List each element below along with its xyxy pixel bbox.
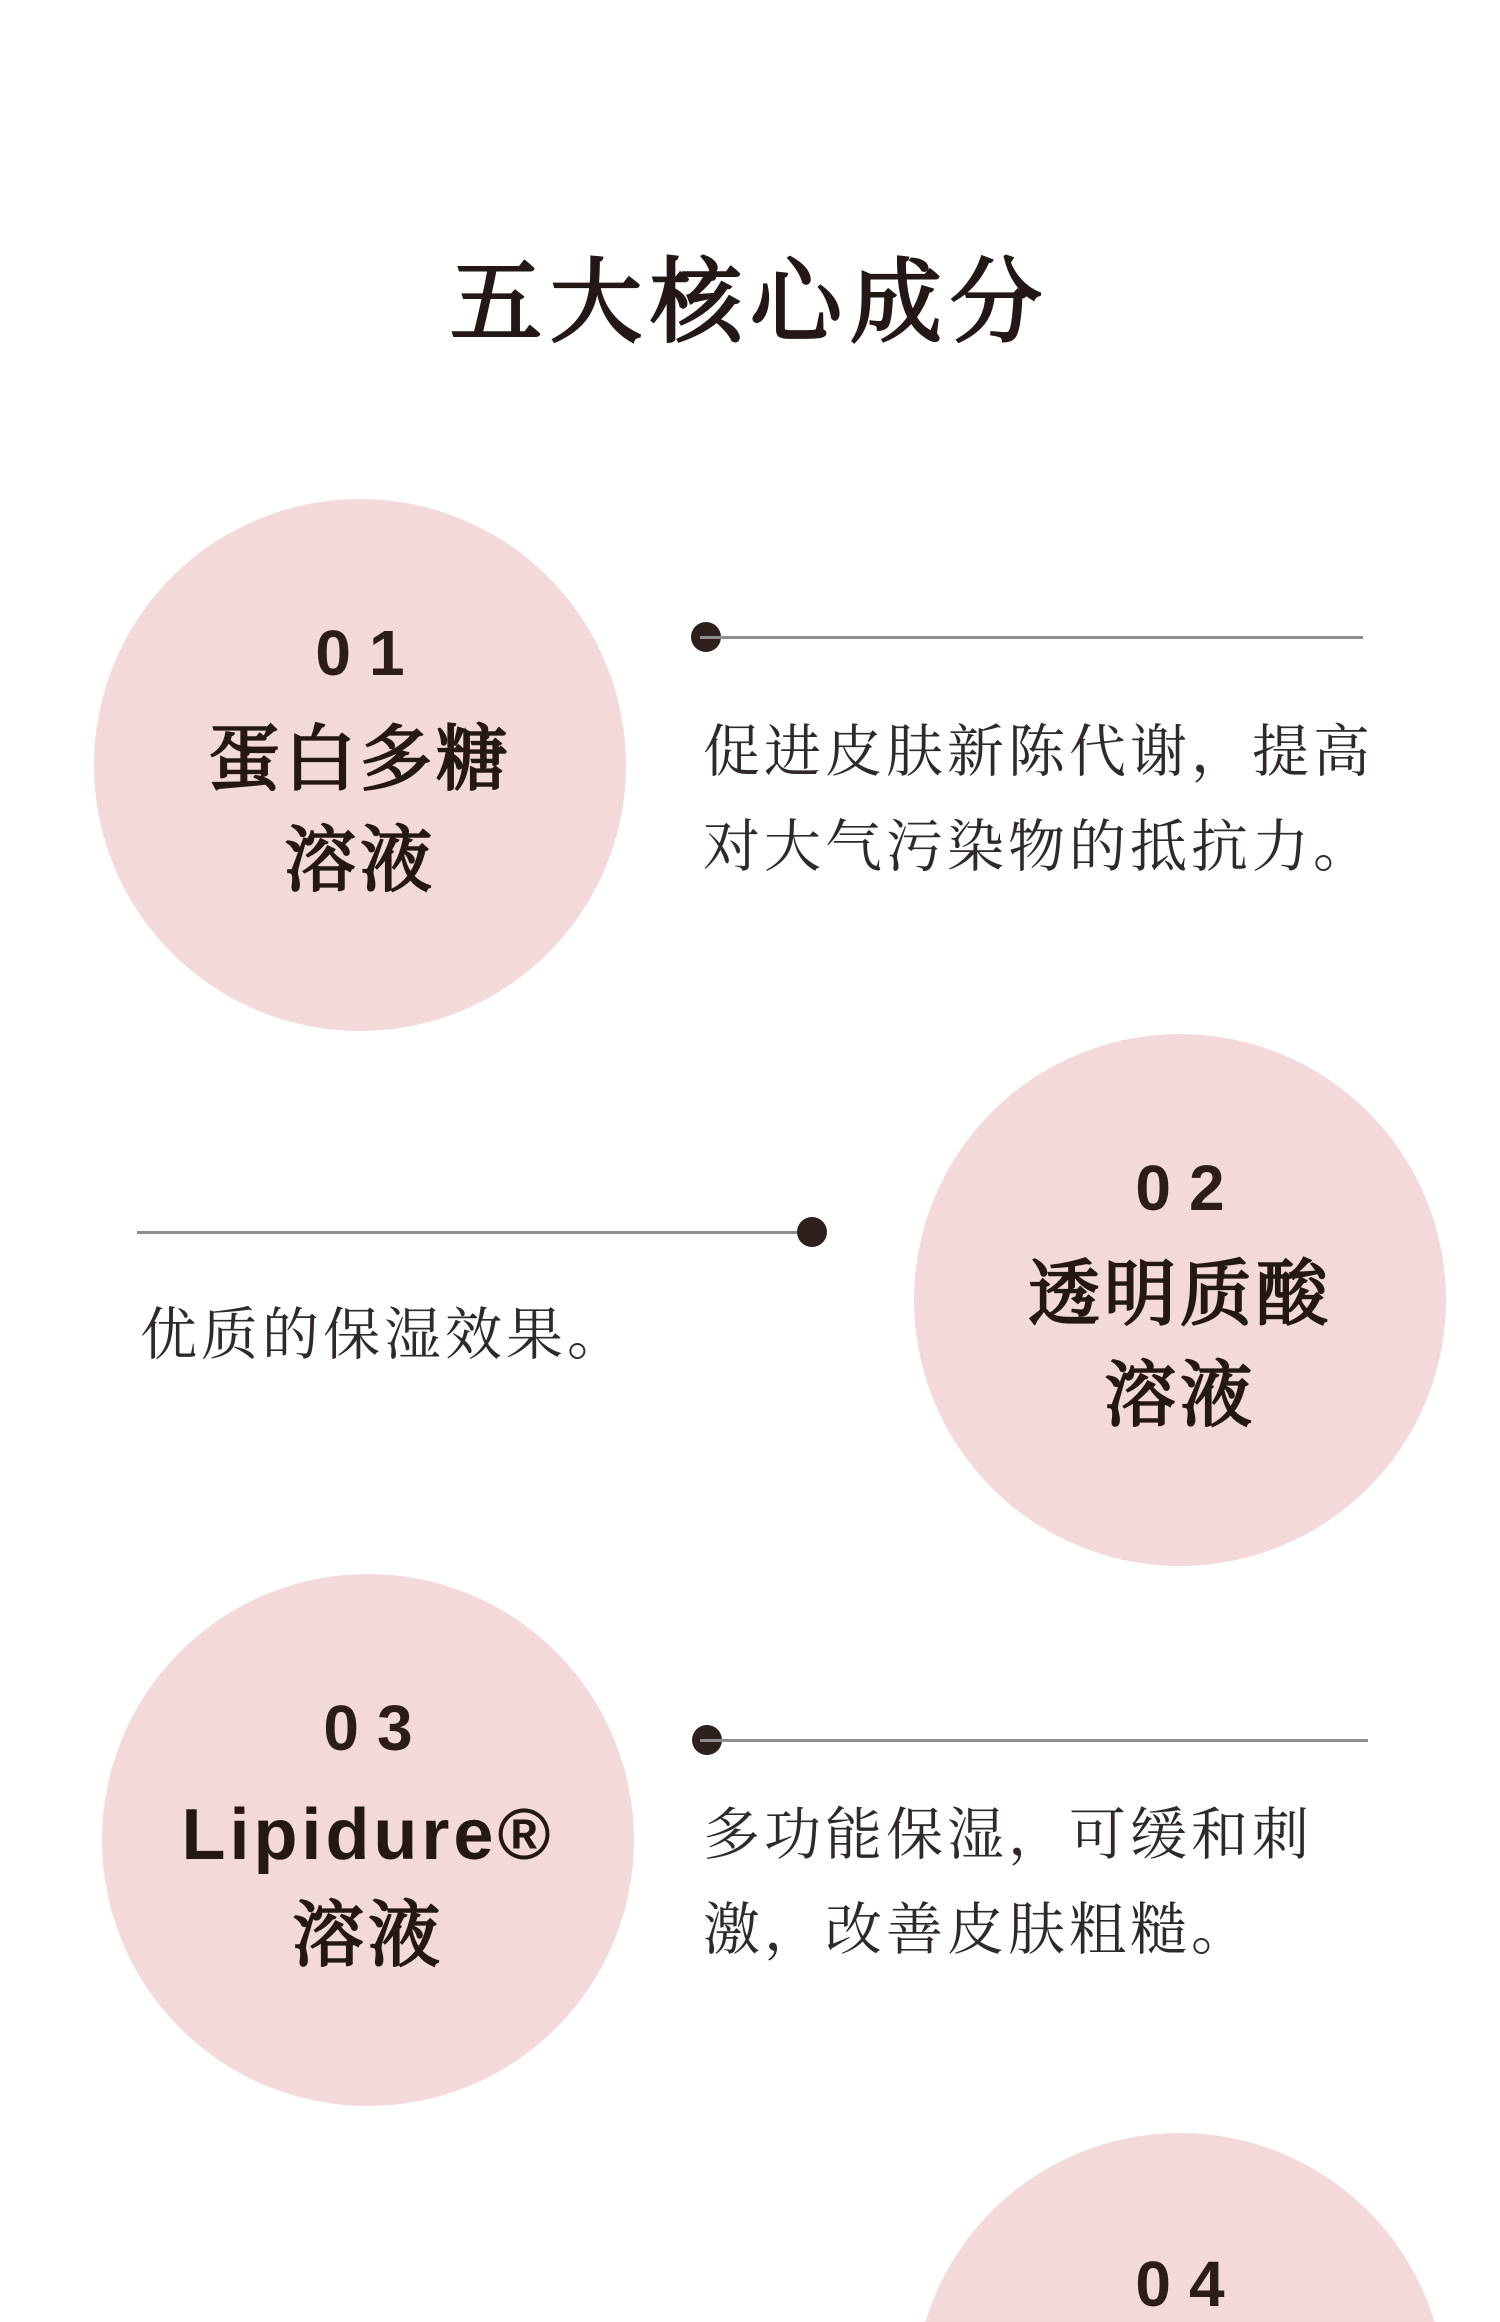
connector-line	[700, 636, 1363, 639]
description-line: 激，改善皮肤粗糙。	[703, 1898, 1252, 1962]
ingredient-number: 03	[323, 1691, 431, 1764]
ingredient-name	[181, 1785, 554, 1987]
ingredient-name-line: 溶液	[283, 821, 436, 902]
ingredient-circle-01	[94, 499, 626, 1031]
description-line: 多功能保湿，可缓和刺	[703, 1803, 1313, 1867]
ingredient-circle-02	[914, 1034, 1446, 1566]
ingredient-name	[208, 710, 512, 912]
ingredient-name	[1028, 1245, 1332, 1447]
description-line: 对大气污染物的抵抗力。	[703, 815, 1374, 879]
connector-line	[700, 1739, 1368, 1742]
ingredient-name-line: 溶液	[291, 1896, 444, 1977]
ingredient-circle-03	[102, 1574, 634, 2106]
ingredient-name-line: 透明质酸	[1027, 1255, 1332, 1336]
ingredient-number: 02	[1135, 1151, 1243, 1224]
ingredient-name-line: Lipidure®	[181, 1795, 555, 1876]
ingredient-description	[703, 1788, 1313, 1978]
connector-dot	[797, 1217, 827, 1247]
ingredient-circle-04	[914, 2133, 1446, 2322]
ingredient-name-line: 蛋白多糖	[207, 720, 512, 801]
ingredient-description	[703, 705, 1374, 895]
ingredient-description	[140, 1288, 628, 1383]
description-line: 促进皮肤新陈代谢，提高	[703, 720, 1374, 784]
ingredient-number: 04	[1135, 2248, 1243, 2320]
ingredient-number: 01	[315, 616, 423, 689]
page-title: 五大核心成分	[449, 252, 1050, 354]
description-line: 优质的保湿效果。	[140, 1303, 628, 1367]
connector-line	[137, 1231, 812, 1234]
ingredient-name-line: 溶液	[1103, 1356, 1256, 1437]
